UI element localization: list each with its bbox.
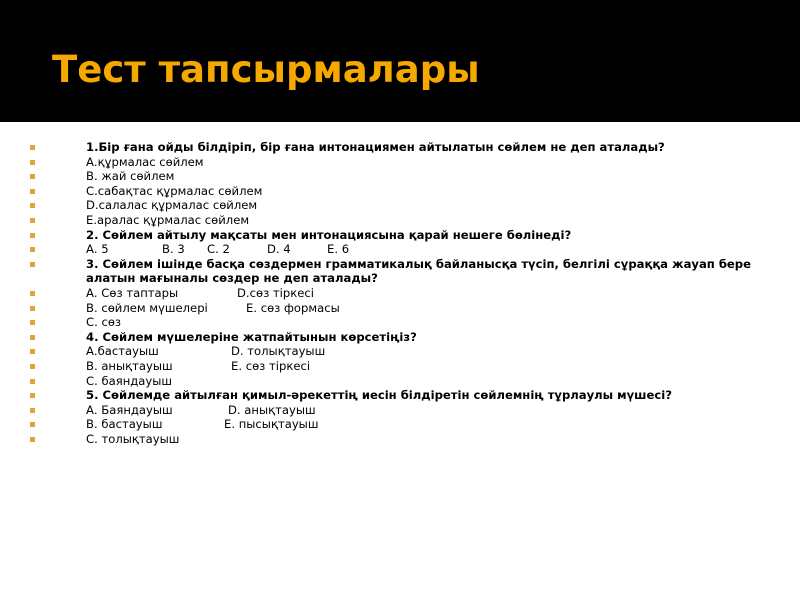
q2-option-b: В. 3	[162, 242, 185, 257]
q5-options-row-2	[30, 417, 780, 432]
bullet-icon	[30, 320, 35, 325]
question-3-text: 3. Сөйлем ішінде басқа сөздермен грамматикалық байланысқа түсіп, белгілі сұраққа жауап бере алатын мағыналы сөздер не деп аталады?	[86, 256, 751, 286]
bullet-icon	[30, 203, 35, 208]
bullet-icon	[30, 218, 35, 223]
bullet-icon	[30, 291, 35, 296]
question-1-text: 1.Бір ғана ойды білдіріп, бір ғана интонациямен айтылатын сөйлем не деп аталады?	[86, 140, 665, 154]
q1-option-a-text: А.құрмалас сөйлем	[86, 154, 204, 169]
q2-option-d: D. 4	[267, 242, 291, 257]
q3-option-a: А. Сөз таптары	[86, 285, 179, 300]
q5-option-d: D. анықтауыш	[228, 402, 316, 417]
bullet-icon	[30, 364, 35, 369]
q1-option-b	[30, 169, 780, 184]
q1-option-e	[30, 213, 780, 228]
slide-title: Тест тапсырмалары	[52, 48, 480, 91]
q5-option-c: С. толықтауыш	[86, 431, 180, 446]
question-1	[30, 140, 780, 155]
q2-option-e: Е. 6	[327, 242, 350, 257]
title-bar	[0, 0, 800, 122]
q5-options-row-1	[30, 403, 780, 418]
question-2-text: 2. Сөйлем айтылу мақсаты мен интонациясына қарай нешеге бөлінеді?	[86, 227, 572, 242]
q4-options-row-2	[30, 359, 780, 374]
q2-option-c: С. 2	[207, 242, 230, 257]
q1-option-a	[30, 155, 780, 170]
q3-option-b: В. сөйлем мүшелері	[86, 300, 208, 315]
question-4-text: 4. Сөйлем мүшелеріне жатпайтынын көрсетіңіз?	[86, 329, 417, 344]
question-3	[30, 257, 780, 286]
test-question-list	[30, 140, 780, 446]
q1-option-c	[30, 184, 780, 199]
q4-option-e: Е. сөз тіркесі	[231, 358, 311, 373]
bullet-icon	[30, 422, 35, 427]
bullet-icon	[30, 335, 35, 340]
bullet-icon	[30, 174, 35, 179]
q4-option-d: D. толықтауыш	[231, 344, 326, 359]
q5-option-e: Е. пысықтауыш	[224, 417, 319, 432]
q3-options-row-2	[30, 301, 780, 316]
bullet-icon	[30, 189, 35, 194]
bullet-icon	[30, 437, 35, 442]
q1-option-d	[30, 198, 780, 213]
q2-options-row	[30, 242, 780, 257]
question-5-text: 5. Сөйлемде айтылған қимыл-әрекеттің иесін білдіретін сөйлемнің тұрлаулы мүшесі?	[86, 388, 672, 403]
bullet-icon	[30, 233, 35, 238]
question-4	[30, 330, 780, 345]
q1-option-d-text: D.салалас құрмалас сөйлем	[86, 198, 258, 213]
q5-option-a: А. Баяндауыш	[86, 402, 173, 417]
bullet-icon	[30, 408, 35, 413]
q3-option-d: D.сөз тіркесі	[237, 285, 314, 300]
q4-option-b: В. анықтауыш	[86, 358, 173, 373]
bullet-icon	[30, 160, 35, 165]
q4-option-a: А.бастауыш	[86, 344, 159, 359]
bullet-icon	[30, 349, 35, 354]
q5-option-b: В. бастауыш	[86, 417, 163, 432]
bullet-icon	[30, 262, 35, 267]
q3-option-c: С. сөз	[86, 315, 122, 330]
q3-option-c-row	[30, 315, 780, 330]
bullet-icon	[30, 247, 35, 252]
q3-option-e: Е. сөз формасы	[246, 300, 340, 315]
bullet-icon	[30, 306, 35, 311]
q4-option-c-row	[30, 374, 780, 389]
bullet-icon	[30, 145, 35, 150]
q1-option-b-text: В. жай сөйлем	[86, 169, 175, 184]
q4-option-c: С. баяндауыш	[86, 373, 173, 388]
bullet-icon	[30, 393, 35, 398]
q4-options-row-1	[30, 344, 780, 359]
q5-option-c-row	[30, 432, 780, 447]
q2-option-a: А. 5	[86, 242, 109, 257]
q1-option-e-text: Е.аралас құрмалас сөйлем	[86, 212, 250, 227]
bullet-icon	[30, 379, 35, 384]
question-5	[30, 388, 780, 403]
q1-option-c-text: С.сабақтас құрмалас сөйлем	[86, 183, 263, 198]
question-2	[30, 228, 780, 243]
q3-options-row-1	[30, 286, 780, 301]
